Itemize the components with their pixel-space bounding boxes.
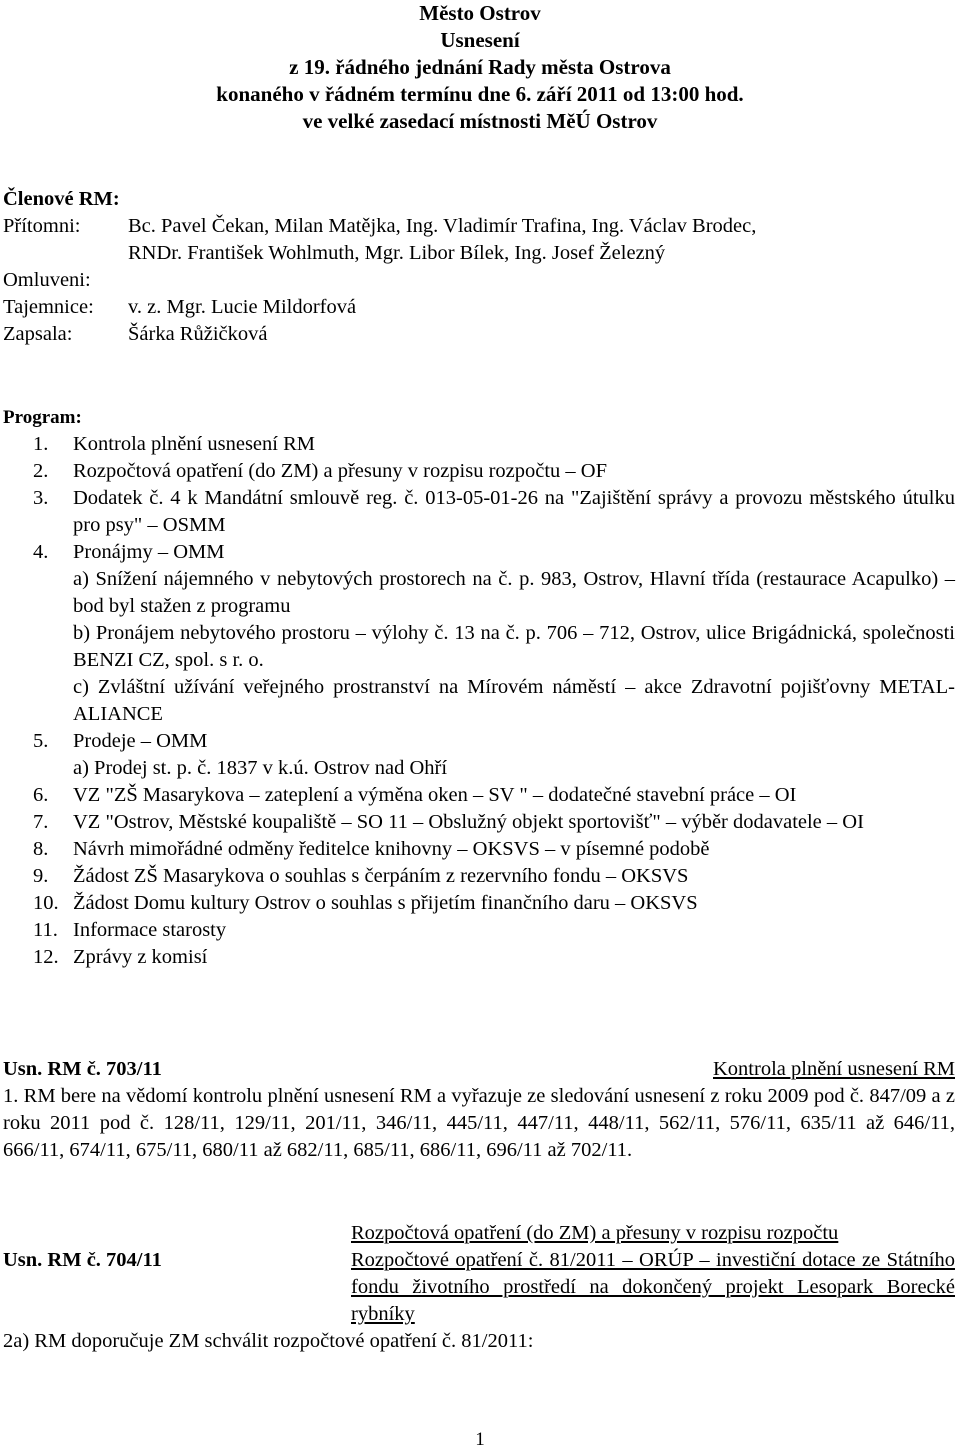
document-header (0, 0, 960, 135)
secretary-label: Tajemnice: (3, 296, 94, 318)
program-item-11: 11. Informace starosty (33, 919, 227, 941)
program-item-4: 4. Pronájmy – OMM (33, 541, 225, 563)
program-item-4a: a) Snížení nájemného v nebytových prostorech na č. p. 983, Ostrov, Hlavní třída (restaurace Acapulko) – bod byl stažen z programu (73, 568, 955, 617)
program-section (3, 404, 955, 971)
program-item-2: 2. Rozpočtová opatření (do ZM) a přesuny v rozpisu rozpočtu – OF (33, 460, 608, 482)
program-item-8: 8. Návrh mimořádné odměny ředitelce knihovny – OKSVS – v písemné podobě (33, 838, 710, 860)
program-item-10: 10. Žádost Domu kultury Ostrov o souhlas s přijetím finančního daru – OKSVS (33, 892, 698, 914)
members-section (3, 186, 953, 348)
program-title: Program: (3, 407, 82, 428)
present-label: Přítomni: (3, 215, 81, 237)
program-item-3: 3. Dodatek č. 4 k Mandátní smlouvě reg. č. 013-05-01-26 na "Zajištění správy a provozu městského útulku pro psy" – OSMM (33, 487, 955, 536)
resolution-704 (3, 1220, 955, 1355)
header-date: konaného v řádném termínu dne 6. září 2011 od 13:00 hod. (216, 82, 744, 106)
program-item-1: 1. Kontrola plnění usnesení RM (33, 433, 315, 455)
program-item-9: 9. Žádost ZŠ Masarykova o souhlas s čerpáním z rezervního fondu – OKSVS (33, 865, 689, 887)
recorder-row (3, 321, 953, 348)
header-doc-type: Usnesení (440, 28, 520, 52)
resolution-703 (3, 1056, 955, 1164)
program-item-4b: b) Pronájem nebytového prostoru – výlohy č. 13 na č. p. 706 – 712, Ostrov, ulice Brigádnická, společnosti BENZI CZ, spol. s r. o. (73, 622, 955, 671)
secretary-row (3, 294, 953, 321)
members-title: Členové RM: (3, 188, 120, 210)
program-item-4c: c) Zvláštní užívání veřejného prostranství na Mírovém náměstí – akce Zdravotní pojišťovny METAL-ALIANCE (73, 676, 955, 725)
recorder-value: Šárka Růžičková (128, 323, 268, 345)
program-item-5a: a) Prodej st. p. č. 1837 v k.ú. Ostrov nad Ohří (73, 757, 448, 779)
program-item-5: 5. Prodeje – OMM (33, 730, 208, 752)
resolution-704-id: Usn. RM č. 704/11 (3, 1249, 162, 1271)
program-item-6: 6. VZ "ZŠ Masarykova – zateplení a výměna oken – SV " – dodatečné stavební práce – OI (33, 784, 797, 806)
resolution-703-text: 1. RM bere na vědomí kontrolu plnění usnesení RM a vyřazuje ze sledování usnesení z roku 2009 pod č. 847/09 a z roku 2011 pod č. 128/11, 129/11, 201/11, 346/11, 445/11, 447/11, 448/11, 562/11, 576/11, 635/11 až 646/11, 666/11, 674/11, 675/11, 680/11 až 682/11, 685/11, 686/11, 696/11 až 702/11. (3, 1085, 955, 1161)
present-line-2: RNDr. František Wohlmuth, Mgr. Libor Bílek, Ing. Josef Železný (128, 242, 666, 264)
program-item-7: 7. VZ "Ostrov, Městské koupaliště – SO 11 – Obslužný objekt sportovišť" – výběr dodavatele – OI (33, 811, 864, 833)
excused-label: Omluveni: (3, 269, 91, 291)
resolution-704-title: Rozpočtové opatření č. 81/2011 – ORÚP – investiční dotace ze Státního fondu životního prostředí na dokončený projekt Lesopark Borecké rybníky (351, 1249, 955, 1325)
present-row (3, 213, 953, 267)
resolution-704-heading: Rozpočtová opatření (do ZM) a přesuny v rozpisu rozpočtu (351, 1222, 839, 1244)
resolution-703-id: Usn. RM č. 703/11 (3, 1058, 162, 1080)
header-meeting: z 19. řádného jednání Rady města Ostrova (289, 55, 671, 79)
recorder-label: Zapsala: (3, 323, 73, 345)
present-line-1: Bc. Pavel Čekan, Milan Matějka, Ing. Vladimír Trafina, Ing. Václav Brodec, (128, 215, 757, 237)
header-city: Město Ostrov (419, 1, 541, 25)
excused-row (3, 267, 953, 294)
program-item-12: 12. Zprávy z komisí (33, 946, 208, 968)
header-place: ve velké zasedací místnosti MěÚ Ostrov (302, 109, 658, 133)
page-number: 1 (475, 1429, 485, 1450)
resolution-704-text: 2a) RM doporučuje ZM schválit rozpočtové opatření č. 81/2011: (3, 1330, 534, 1352)
resolution-703-title: Kontrola plnění usnesení RM (713, 1058, 955, 1080)
secretary-value: v. z. Mgr. Lucie Mildorfová (128, 296, 357, 318)
